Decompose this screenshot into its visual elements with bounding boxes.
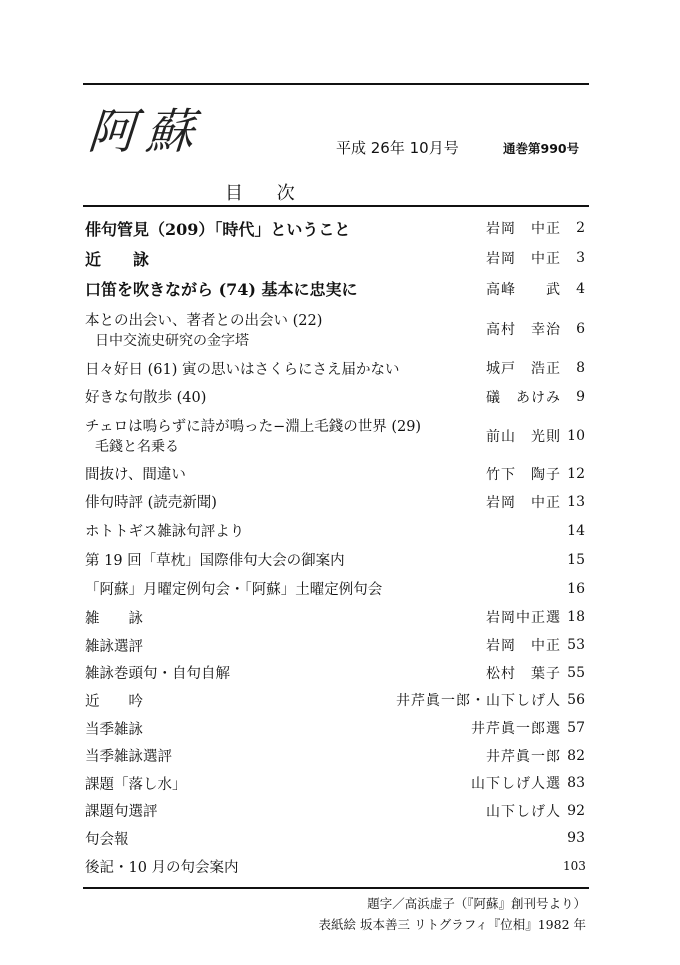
toc-entry-title: 第 19 回「草枕」国際俳句大会の御案内 <box>85 553 345 569</box>
toc-entry-author: 井芹眞一郎選 <box>471 721 561 737</box>
toc-entry-author: 井芹眞一郎 <box>486 748 561 765</box>
toc-entry-title: 句会報 <box>85 831 129 848</box>
toc-entry <box>85 852 585 880</box>
toc-entry-author: 城戸 浩正 <box>486 361 561 377</box>
toc-entry-author: 高峰 武 <box>486 281 561 298</box>
serial-number: 通巻第990号 <box>503 141 580 156</box>
toc-entry-page: 9 <box>576 388 585 405</box>
toc-entry-title: 口笛を吹きながら (74) 基本に忠実に <box>85 280 358 299</box>
toc-entry-page: 14 <box>567 522 585 539</box>
toc-entry-author: 山下しげ人 <box>486 803 561 820</box>
bottom-rule <box>83 887 589 889</box>
toc-entry-page: 4 <box>576 280 585 297</box>
toc-entry-page: 3 <box>576 250 585 266</box>
toc-entry <box>85 516 585 545</box>
toc-entry-author: 礒 あけみ <box>486 389 561 406</box>
toc-entry-title: 当季雑詠選評 <box>85 749 172 765</box>
toc-entry-page: 16 <box>567 580 585 597</box>
title-calligraphy-credit: 題字／高浜虚子（『阿蘇』創刊号より） <box>367 896 586 911</box>
toc-entry-author: 岩岡 中正 <box>486 494 561 511</box>
toc-entry-author: 井芹眞一郎・山下しげ人 <box>396 693 561 709</box>
toc-entry-page: 56 <box>567 692 585 708</box>
toc-entry-author: 山下しげ人選 <box>471 776 561 792</box>
toc-entry-title: 本との出会い、著者との出会い (22) <box>85 312 323 329</box>
toc-entry-title: 課題句選評 <box>85 804 158 820</box>
toc-entry <box>85 659 585 686</box>
toc-entry-page: 2 <box>576 220 585 236</box>
toc-entry-page: 83 <box>567 775 585 791</box>
toc-entry-page: 12 <box>567 465 585 482</box>
toc-entry <box>85 460 585 487</box>
toc-entry-title: 課題「落し水」 <box>85 776 187 793</box>
toc-entry-page: 13 <box>567 493 585 510</box>
toc-entry-title: 後記・10 月の句会案内 <box>85 859 239 876</box>
toc-entry-page: 103 <box>563 859 586 873</box>
toc-entry-title: 雑詠選評 <box>85 638 143 655</box>
toc-entry <box>85 603 585 631</box>
toc-entry <box>85 243 585 273</box>
top-rule <box>83 83 589 85</box>
toc-entry-title: 好きな句散歩 (40) <box>85 390 207 406</box>
toc-entry-page: 18 <box>567 609 585 625</box>
issue-date: 平成 26年 10月号 <box>336 139 459 157</box>
toc-entry-title: 間抜け、間違い <box>85 467 186 483</box>
toc-entry <box>85 354 585 382</box>
toc-entry <box>85 545 585 574</box>
toc-entry-page: 93 <box>567 830 585 846</box>
toc-entry <box>85 742 585 769</box>
toc-entry-author: 岩岡 中正 <box>486 638 561 654</box>
toc-entry-title: 「阿蘇」月曜定例句会・「阿蘇」土曜定例句会 <box>85 582 383 598</box>
toc-entry-title: ホトトギス雑詠句評より <box>85 524 245 540</box>
magazine-title-logo: 阿蘇 <box>85 104 206 160</box>
toc-entry <box>85 769 585 797</box>
toc-entry-author: 岩岡 中正 <box>486 221 561 237</box>
toc-entry <box>85 797 585 824</box>
toc-entry-title: チェロは鳴らずに詩が鳴った−淵上毛錢の世界 (29) <box>85 419 422 435</box>
toc-entry <box>85 213 585 243</box>
toc-entry-subtitle: 日中交流史研究の金字塔 <box>95 332 249 349</box>
toc-entry-title: 雑 詠 <box>85 610 143 627</box>
toc-entry-author: 前山 光則 <box>486 428 561 445</box>
toc-entry <box>85 273 585 304</box>
toc-entry-page: 15 <box>567 551 585 568</box>
toc-entry <box>85 631 585 659</box>
toc-entry-page: 55 <box>567 664 585 681</box>
toc-entry-page: 6 <box>576 321 585 337</box>
toc-entry <box>85 686 585 714</box>
toc-entry-subtitle: 毛錢と名乗る <box>95 439 179 455</box>
toc-entry-title: 近 吟 <box>85 693 143 710</box>
toc-heading: 目 次 <box>225 183 309 204</box>
toc-entry-author: 松村 葉子 <box>486 665 561 682</box>
toc-entry-page: 53 <box>567 637 585 653</box>
toc-entry-title: 近 詠 <box>85 249 150 269</box>
toc-entry-page: 8 <box>576 360 585 376</box>
toc-entry-page: 10 <box>567 427 585 444</box>
toc-entry-page: 92 <box>567 802 585 819</box>
toc-entry-page: 82 <box>567 747 585 764</box>
toc-entry-title: 日々好日 (61) 寅の思いはさくらにさえ届かない <box>85 361 400 378</box>
toc-entry-title: 当季雑詠 <box>85 721 143 738</box>
toc-entry-title: 俳句管見（209）「時代」ということ <box>85 219 351 239</box>
heading-rule <box>83 205 589 207</box>
toc-entry <box>85 382 585 411</box>
toc-entry-author: 高村 幸治 <box>486 322 561 338</box>
toc-entry-author: 岩岡 中正 <box>486 251 561 267</box>
toc-entry-title: 俳句時評 (読売新聞) <box>85 495 217 511</box>
toc-entry <box>85 487 585 516</box>
toc-entry <box>85 411 585 460</box>
cover-art-credit: 表紙絵 坂本善三 リトグラフィ『位相』1982 年 <box>318 917 586 932</box>
toc-entry <box>85 714 585 742</box>
table-of-contents <box>85 213 585 880</box>
toc-entry-title: 雑詠巻頭句・自句自解 <box>85 666 230 682</box>
toc-entry <box>85 304 585 354</box>
toc-entry <box>85 574 585 603</box>
toc-entry-author: 竹下 陶子 <box>486 466 561 483</box>
toc-entry <box>85 824 585 852</box>
toc-entry-author: 岩岡中正選 <box>486 610 561 626</box>
toc-entry-page: 57 <box>567 720 585 736</box>
